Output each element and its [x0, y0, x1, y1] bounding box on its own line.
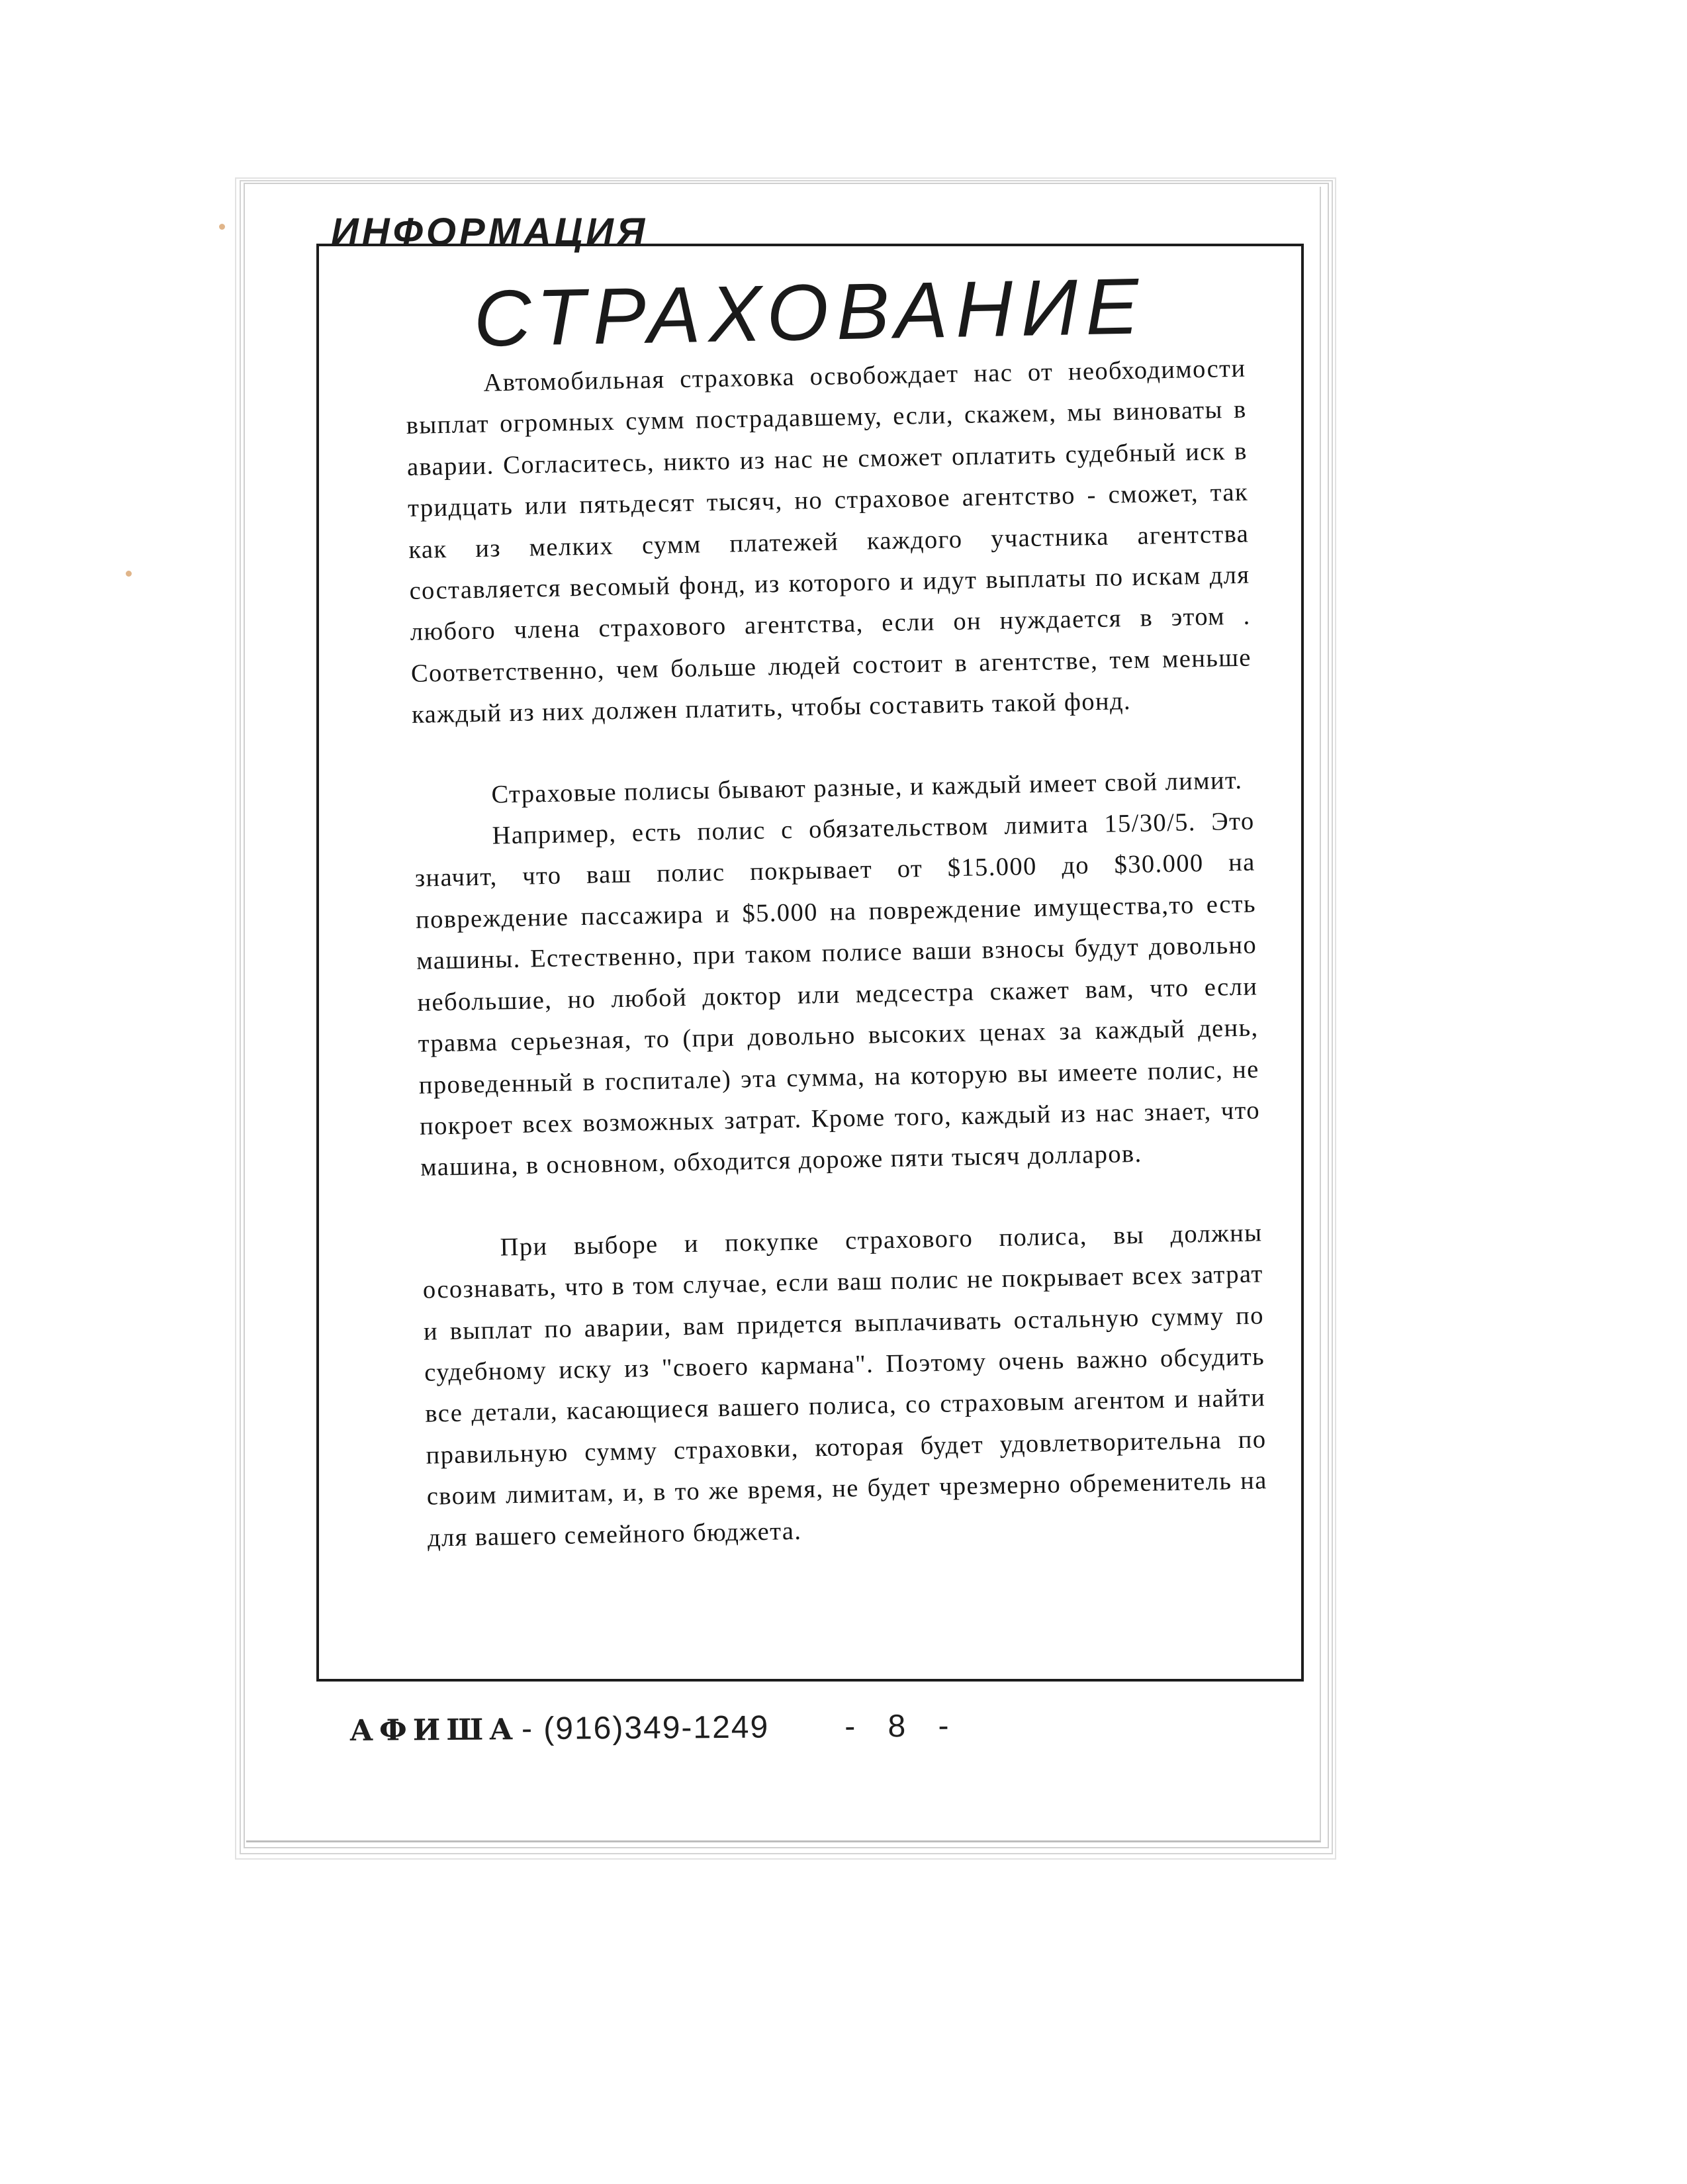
paragraph-advice: При выборе и покупке страхового полиса, вы должны осознавать, что в том случае, если ваш полис не покрывает всех затрат и выплат по аварии, вам придется выплачивать остальную сумму по судебному иску из "своего кармана". Поэтому очень важно обсудить все детали, касающиеся вашего полиса, со страховым агентом и найти правильную сумму страховки, которая будет удовлетворительна по своим лимитам, и, в то же время, не будет чрезмерно обременитель на для вашего семейного бюджета.	[422, 1219, 1268, 1552]
paragraph-limit-example: Например, есть полис с обязательством лимита 15/30/5. Это значит, что ваш полис покрывает от $15.000 до $30.000 на повреждение пассажира и $5.000 на повреждение имущества,то есть машины. Естественно, при таком полисе ваши взносы будут довольно небольшие, но любой доктор или медсестра скажет вам, что если травма серьезная, то (при довольно высоких ценах за каждый день, проведенный в госпитале) эта сумма, на которую вы имеете полис, не покроет всех возможных затрат. Кроме того, каждый из нас знает, что машина, в основном, обходится дороже пяти тысяч долларов.	[414, 807, 1261, 1182]
article-title: СТРАХОВАНИЕ	[473, 261, 1148, 363]
paragraph-intro: Автомобильная страховка освобождает нас от необходимости выплат огромных сумм пострадавшему, если, скажем, мы виноваты в аварии. Согласитесь, никто из нас не сможет оплатить судебный иск в тридцать или пятьдесят тысяч, но страховое агентство - сможет, так как из мелких сумм платежей каждого участника агентства составляется весомый фонд, из которого и идут выплаты по искам для любого члена страхового агентства, если он нуждается в этом . Соответственно, чем больше людей состоит в агентстве, тем меньше каждый из них должен платить, чтобы составить такой фонд.	[406, 354, 1252, 730]
paper-speck	[126, 571, 132, 577]
page-footer	[349, 1708, 961, 1752]
phone-number: - (916)349-1249	[521, 1709, 770, 1747]
page-number: - 8 -	[844, 1708, 961, 1744]
section-label: ИНФОРМАЦИЯ	[331, 211, 649, 254]
article-body	[405, 348, 1268, 1559]
paragraph-policy-types: Страховые полисы бывают разные, и каждый имеет свой лимит.	[491, 766, 1243, 809]
publication-name: АФИША	[349, 1713, 520, 1748]
paper-speck	[219, 224, 225, 230]
article-frame	[316, 244, 1304, 1682]
